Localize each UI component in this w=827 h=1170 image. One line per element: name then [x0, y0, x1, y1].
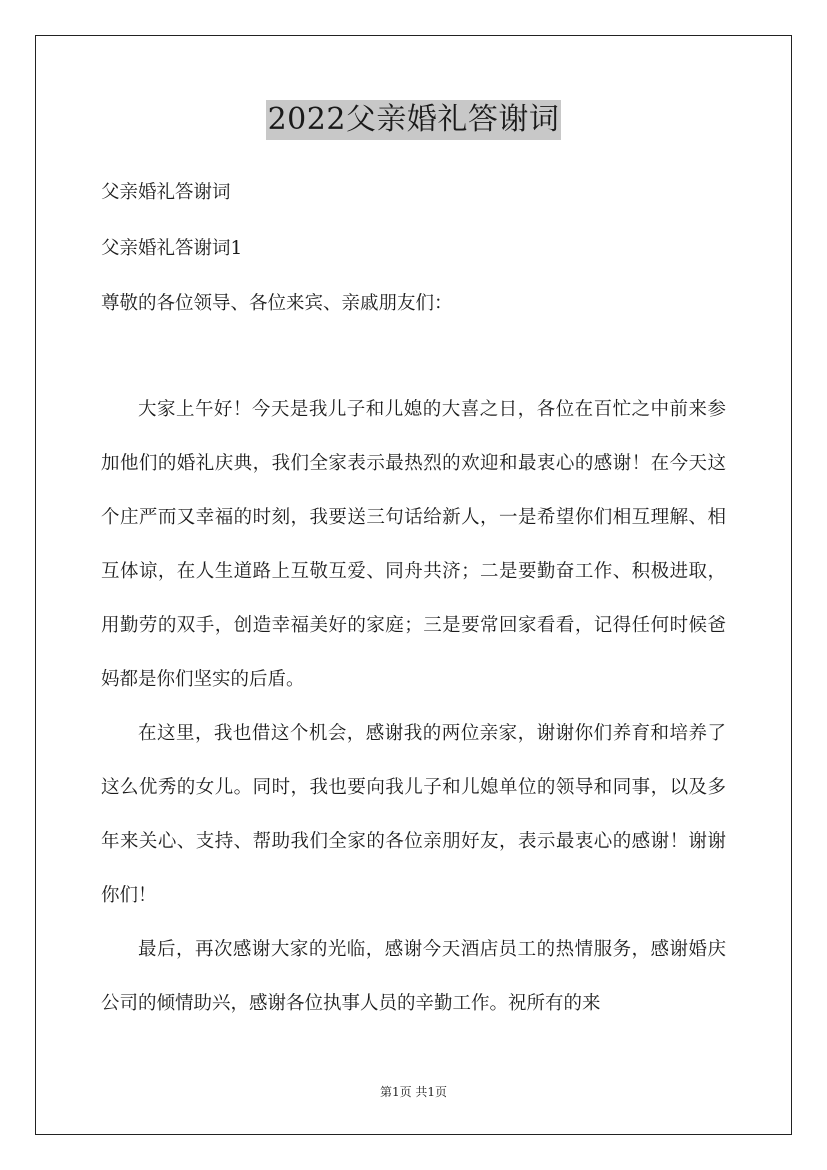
paragraph-3: 最后，再次感谢大家的光临，感谢今天酒店员工的热情服务，感谢婚庆公司的倾情助兴，感谢各位执事人员的辛勤工作。祝所有的来 [101, 939, 726, 1014]
document-title: 2022父亲婚礼答谢词 [266, 100, 562, 140]
page-footer: 第1页 共1页 [379, 1085, 448, 1099]
title-container [0, 100, 827, 140]
document-subtitle: 父亲婚礼答谢词 [101, 182, 231, 203]
section-heading: 父亲婚礼答谢词1 [101, 238, 243, 259]
paragraph-1: 大家上午好！今天是我儿子和儿媳的大喜之日，各位在百忙之中前来参加他们的婚礼庆典，我们全家表示最热烈的欢迎和最衷心的感谢！在今天这个庄严而又幸福的时刻，我要送三句话给新人，一是希望你们相互理解、相互体谅，在人生道路上互敬互爱、同舟共济；二是要勤奋工作、积极进取，用勤劳的双手，创造幸福美好的家庭；三是要常回家看看，记得任何时候爸妈都是你们坚实的后盾。 [101, 399, 726, 690]
salutation: 尊敬的各位领导、各位来宾、亲戚朋友们： [101, 293, 453, 314]
paragraph-2: 在这里，我也借这个机会，感谢我的两位亲家，谢谢你们养育和培养了这么优秀的女儿。同时，我也要向我儿子和儿媳单位的领导和同事，以及多年来关心、支持、帮助我们全家的各位亲朋好友，表示最衷心的感谢！谢谢你们！ [101, 723, 726, 906]
